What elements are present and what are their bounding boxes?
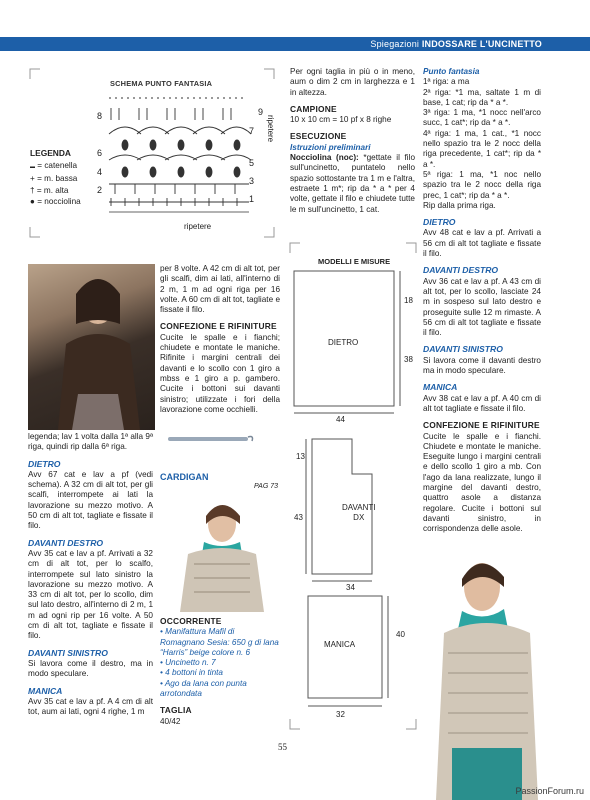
schema-title: SCHEMA PUNTO FANTASIA: [110, 79, 213, 88]
taglia-heading: TAGLIA: [160, 705, 192, 716]
row-5-stitches: [109, 155, 251, 160]
photo-silhouette: [28, 264, 155, 430]
left-column: [28, 432, 153, 717]
page-number: 55: [278, 742, 287, 752]
row-8-stitches: [111, 108, 231, 120]
cardigan-heading: CARDIGAN: [160, 472, 209, 482]
row-3-stitches: [109, 184, 249, 194]
row-num: 6: [97, 148, 103, 158]
schema-side-label: ripetere: [266, 115, 275, 143]
watermark: PassionForum.ru: [515, 786, 584, 796]
manica-label: MANICA: [324, 640, 356, 649]
row-numbers-right: [258, 95, 263, 129]
manica-heading: MANICA: [28, 685, 63, 696]
row-num: 3: [249, 176, 255, 186]
davanti-destro-heading: DAVANTI DESTRO: [423, 265, 499, 276]
dim-13: 13: [296, 452, 305, 461]
row-6-nocc: [122, 140, 240, 150]
dietro-heading: DIETRO: [28, 458, 61, 469]
legend-item: ● = nocciolina: [30, 197, 81, 206]
schema-bottom-label: ripetere: [184, 222, 212, 231]
davanti-sinistro-text: Si lavora come il davanti destro ma in modo speculare.: [423, 355, 541, 376]
manica-heading: MANICA: [423, 382, 458, 393]
diagram-title: MODELLI E MISURE: [318, 257, 391, 266]
dim-34: 34: [346, 583, 355, 592]
model-photo-beige-cardigan-small: [160, 494, 280, 612]
chain-icon: ▬: [30, 163, 35, 170]
row-num: 9: [258, 107, 264, 117]
davanti-destro-text: Avv 35 cat e lav a pf. Arrivati a 32 cm di alt tot, per lo scalfo, interrompete sul lato sinistro la lavorazione su mezzo motivo. A 33 cm di alt tot, per lo scollo, dim sul lato destro, all'interno di 2 m, 1 m ad ogni rip per 16 volte. A 50 cm di alt tot, tagliate e fissate il filo.: [28, 548, 153, 641]
istruzioni-heading: Istruzioni preliminari: [290, 142, 371, 152]
row-4-nocc: [122, 167, 240, 177]
occorrente-item: • 4 bottoni in tinta: [160, 668, 223, 678]
row-7-stitches: [109, 127, 251, 134]
nocciolina-label: Nocciolina (noc):: [290, 153, 359, 163]
legend-item: + = m. bassa: [30, 174, 78, 183]
campione-text: 10 x 10 cm = 10 pf x 8 righe: [290, 115, 392, 125]
row-num: 5: [249, 158, 255, 168]
legend-item: † = m. alta: [30, 185, 69, 195]
davanti-destro-text: Avv 36 cat e lav a pf. A 43 cm di alt tot, per lo scollo, lasciate 24 m in sospeso sul lato destro e proseguite sulle 12 m rimaste. A 56 cm di alt tot tagliate e fissate il filo.: [423, 276, 541, 338]
manica-text: Avv 35 cat e lav a pf. A 4 cm di alt tot, aum ai lati, ogni 4 righe, 1 m: [28, 696, 153, 717]
punto-fantasia-heading: Punto fantasia: [423, 67, 480, 76]
row-num: 2: [97, 185, 103, 195]
dim-43: 43: [294, 513, 303, 522]
diagram-frame: [288, 241, 418, 731]
section-header-text: [370, 39, 542, 49]
legend-item: ▬ = catenella: [30, 160, 78, 170]
occorrente-item: • Uncinetto n. 7: [160, 658, 216, 668]
dim-32: 32: [336, 710, 345, 719]
section-label: Spiegazioni: [370, 39, 420, 49]
nocciolina-text: *gettate il filo sull'uncinetto, puntatelo nello spazio sottostante tra 1 m e l'altra, estraete 1 m*; rip da * a * per 4 volte, gettate il filo e chiudete tutte le m sull'uncinetto, 1 cat.: [290, 153, 416, 214]
row-num: 1: [249, 194, 255, 204]
confezione-text: Cucite le spalle e i fianchi; chiudete e montate le maniche. Rifinite i margini centrali dei davanti e lo scollo con 1 giro a mbss e 1 giro a p. gambero. Cucite i bottoni sui davanti sinistro; utilizzate i fori della lavorazione come occhielli.: [160, 332, 280, 414]
dietro-text: Avv 67 cat e lav a pf (vedi schema). A 32 cm di alt tot, per gli scalfi, interrompete ai lati la lavorazione su mezzo motivo. A 50 cm di alt tot, tagliate e fissate il filo.: [28, 469, 153, 531]
manica-continued: per 8 volte. A 42 cm di alt tot, per gli scalfi, dim ai lati, all'interno di 2 m, 1 m ad ogni riga per 16 volte. A 60 cm di alt tot, tagliate e fissate il filo.: [160, 264, 280, 315]
occorrente-item: • Ago da lana con punta arrotondata: [160, 678, 247, 699]
dagger-icon: †: [30, 185, 35, 195]
davanti-destro-heading: DAVANTI DESTRO: [28, 537, 104, 548]
row-1-stitches: [109, 198, 249, 206]
occorrente-heading: OCCORRENTE: [160, 616, 222, 626]
left-intro: legenda; lav 1 volta dalla 1ª alla 9ª riga, quindi rip dalla 6ª riga.: [28, 432, 153, 452]
plus-icon: +: [30, 174, 35, 183]
row-num: 8: [97, 111, 103, 121]
dim-40: 40: [396, 630, 405, 639]
photo-silhouette: [160, 494, 280, 612]
section-title: INDOSSARE L'UNCINETTO: [421, 39, 542, 49]
confezione-heading: CONFEZIONE E RIFINITURE: [160, 321, 277, 332]
occorrente-item: • Manifattura Mafil di Romagnano Sesia: 650 g di lana “Harris” beige colore n. 6: [160, 627, 279, 657]
measurements-diagram: [288, 241, 418, 731]
davanti-sinistro-text: Si lavora come il destro, ma in modo speculare.: [28, 658, 153, 679]
campione-heading: CAMPIONE: [290, 103, 337, 114]
size-note: Per ogni taglia in più o in meno, aum o dim 2 cm in larghezza e 1 in altezza.: [290, 67, 415, 97]
dim-18: 18: [404, 296, 413, 305]
davanti-label: DAVANTI DX: [342, 503, 376, 522]
dim-38: 38: [404, 355, 413, 364]
dim-44: 44: [336, 415, 345, 424]
fourth-column: [423, 67, 541, 534]
legend-title: LEGENDA: [30, 148, 71, 158]
confezione-heading: CONFEZIONE E RIFINITURE: [423, 420, 540, 431]
dietro-heading: DIETRO: [423, 217, 456, 228]
confezione-text: Cucite le spalle e i fianchi. Chiudete e montate le maniche. Eseguite lungo i margini centrali e dello scollo 1 giro a mb. Con l'ago da lana realizzate, lungo il margine del davanti destro, quattro asole a distanza regolare. Cucite i bottoni sul davanti sinistro, in corrispondenza delle asole.: [423, 431, 541, 534]
model-photo-beige-cardigan-large: [432, 543, 540, 800]
manica-text: Avv 38 cat e lav a pf. A 40 cm di alt tot tagliate e fissate il filo.: [423, 393, 541, 413]
davanti-sinistro-heading: DAVANTI SINISTRO: [28, 647, 108, 658]
dot-icon: ●: [30, 197, 35, 206]
cardigan-page-ref: PAG 73: [254, 483, 278, 490]
taglia-value: 40/42: [160, 716, 181, 726]
occorrente-block: [160, 616, 280, 727]
crochet-hook-icon: [166, 433, 256, 445]
third-column-top: [290, 67, 415, 215]
punto-fantasia-text: 1ª riga: a ma 2ª riga: *1 ma, saltate 1 m di base, 1 cat; rip da * a *. 3ª riga: 1 ma, *1 nocc nell'arco succ, 1 cat*; rip da * a *. 4ª riga: 1 ma, 1 cat., *1 nocc nello spazio tra le 2 nocc della riga precedente, 1 cat*; rip da * a *. 5ª riga: 1 ma, *1 noc nello spazio tra le 2 nocc della riga prec, 1 cat*; rip da * a *. Rip dalla prima riga.: [423, 77, 541, 210]
row-num: 4: [97, 167, 103, 177]
davanti-sinistro-heading: DAVANTI SINISTRO: [423, 344, 503, 355]
legend: [30, 148, 81, 208]
dietro-label: DIETRO: [328, 338, 359, 347]
photo-silhouette: [432, 543, 540, 800]
row-num: 7: [249, 126, 255, 136]
esecuzione-heading: ESECUZIONE: [290, 131, 347, 142]
model-photo-dark-cardigan: [28, 264, 155, 430]
stitch-chart: [105, 90, 255, 220]
dietro-text: Avv 48 cat e lav a pf. Arrivati a 56 cm di alt tot tagliate e fissate il filo.: [423, 228, 541, 259]
middle-column: [160, 264, 280, 415]
